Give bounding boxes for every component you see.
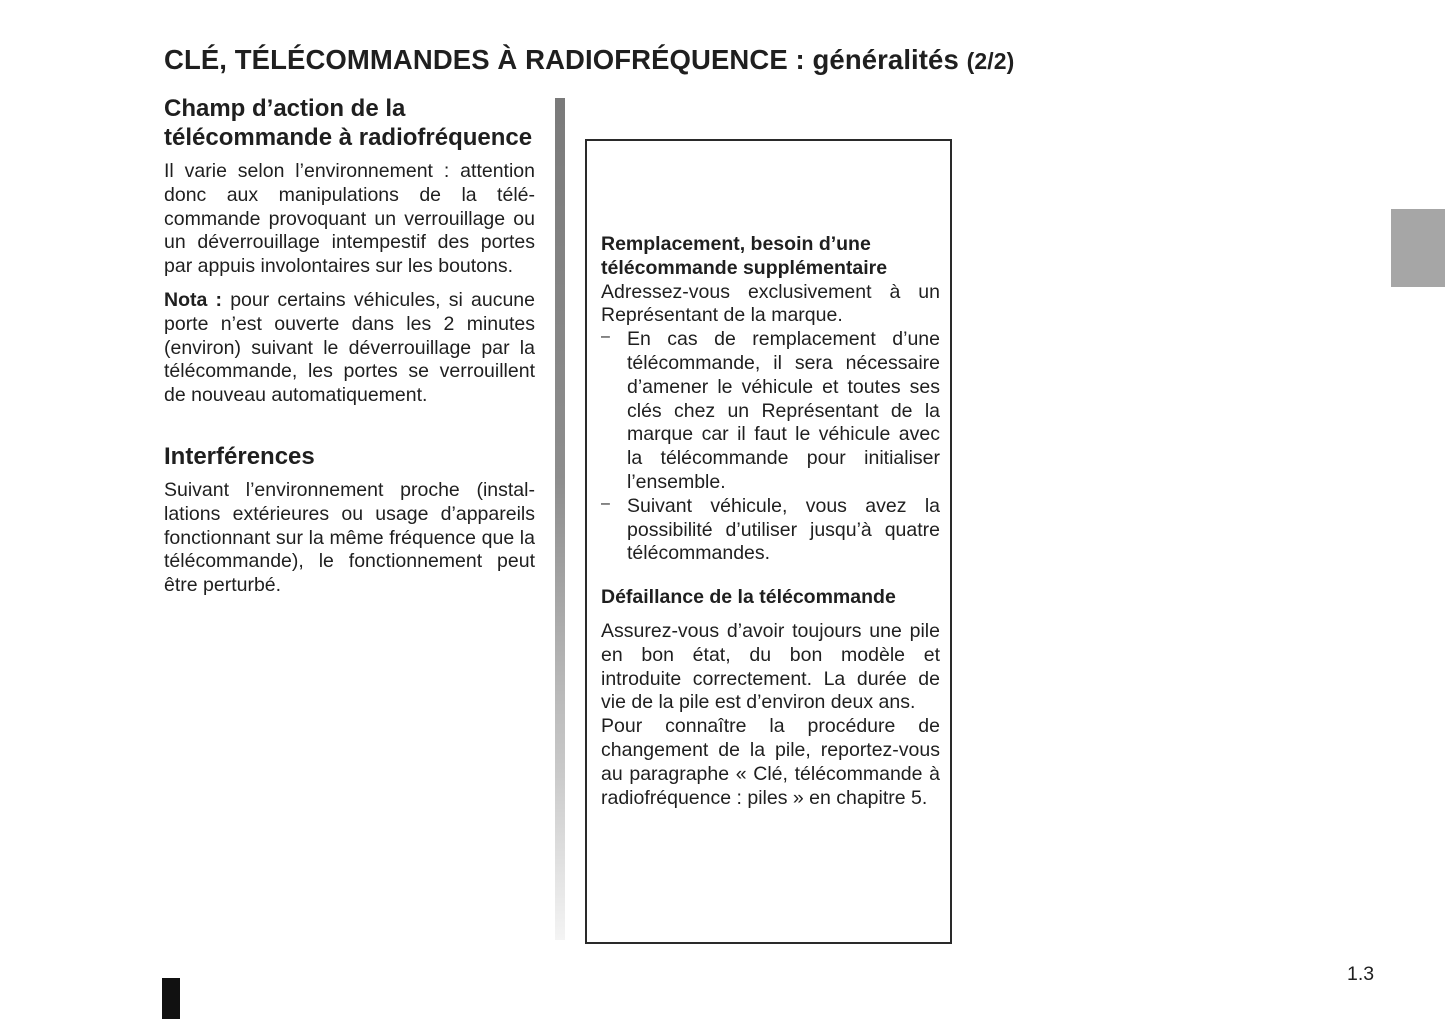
failure-paragraph-1: Assurez-vous d’avoir toujours une pile en bon état, du bon modèle et introduite correctement. La durée de vie de la pile est d’environ deux ans. — [601, 619, 940, 714]
nota-text: pour certains véhicules, si aucune porte n’est ouverte dans les 2 minutes (environ) suivant le déverrouillage par la télécommande, les portes se verrouillent de nouveau automatiquement. — [164, 288, 535, 407]
failure-title: Défaillance de la télécommande — [601, 586, 896, 609]
list-item — [601, 328, 940, 495]
replacement-intro: Adressez-vous exclusivement à un Représentant de la marque. — [601, 280, 940, 327]
dash-bullet: – — [601, 328, 610, 346]
info-box — [585, 139, 952, 944]
replacement-title: Remplacement, besoin d’une télécommande supplémentaire — [601, 233, 888, 279]
list-item-text: En cas de remplacement d’une télécommande, il sera nécessaire d’amener le véhicule et toutes ses clés chez un Représentant de la marque car il faut le véhicule avec la télécommande pour initialiser l’ensemble. — [627, 328, 940, 493]
section-title-range: Champ d’action de la télécommande à radiofréquence — [164, 95, 533, 151]
interference-paragraph: Suivant l’environnement proche (installations extérieures ou usage d’appareils fonctionnant sur la même fréquence que la télécommande), le fonctionnement peut être perturbé. — [164, 478, 535, 597]
list-item-text: Suivant véhicule, vous avez la possibilité d’utiliser jusqu’à quatre télécommandes. — [627, 494, 940, 565]
page-title-text: CLÉ, TÉLÉCOMMANDES À RADIOFRÉQUENCE : généralités — [164, 44, 959, 75]
list-item — [601, 495, 940, 566]
section-title-interference: Interférences — [164, 442, 315, 470]
column-divider — [555, 98, 565, 940]
page-title-part: (2/2) — [966, 48, 1015, 74]
range-paragraph: Il varie selon l’environnement : attention donc aux manipulations de la télécommande provoquant un verrouillage ou un déverrouillage intempestif des portes par appuis involontaires sur les boutons. — [164, 160, 535, 278]
page-title — [164, 44, 1164, 76]
left-column — [164, 94, 535, 598]
corner-marker — [162, 978, 180, 1019]
nota-paragraph — [164, 289, 535, 408]
replacement-list — [601, 328, 940, 566]
chapter-tab — [1391, 209, 1445, 287]
failure-paragraph-2: Pour connaître la procédure de changement de la pile, reportez-vous au paragraphe « Clé, télécommande à radiofréquence : piles » en chapitre 5. — [601, 715, 940, 809]
nota-label: Nota : — [164, 288, 223, 311]
page-number: 1.3 — [1347, 963, 1375, 985]
dash-bullet: – — [601, 494, 610, 512]
info-box-content — [601, 233, 940, 810]
